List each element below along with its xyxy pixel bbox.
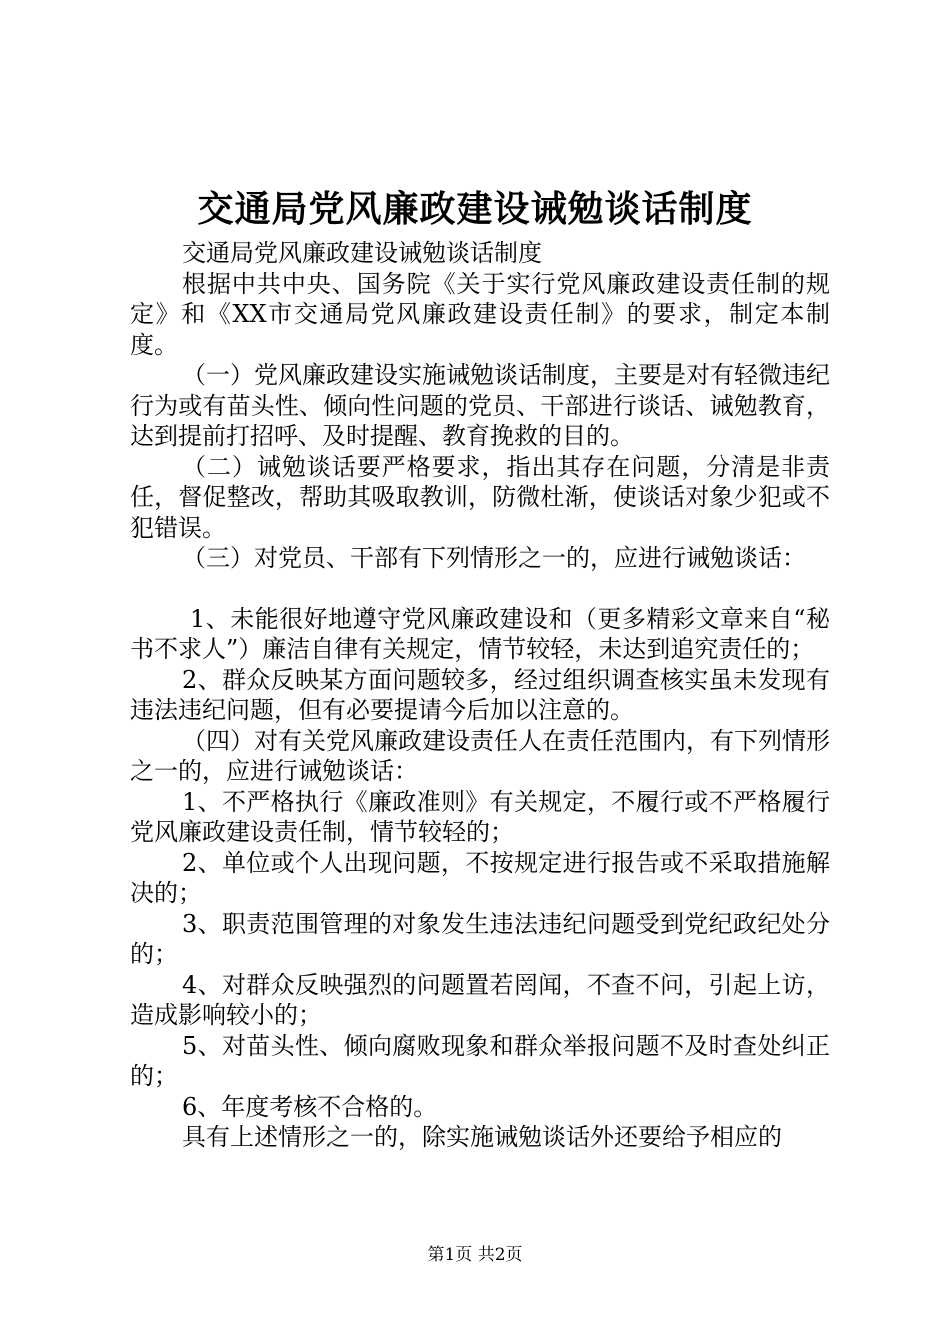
paragraph-clause-1: （一）党风廉政建设实施诫勉谈话制度，主要是对有轻微违纪行为或有苗头性、倾向性问题的党员、干部进行谈话、诫勉教育，达到提前打招呼、及时提醒、教育挽救的目的。 (130, 361, 830, 450)
paragraph-clause-3: （三）对党员、干部有下列情形之一的，应进行诫勉谈话： (182, 544, 806, 572)
paragraph-clause-2: （二）诫勉谈话要严格要求，指出其存在问题，分清是非责任，督促整改，帮助其吸取教训，防微杜渐，使谈话对象少犯或不犯错误。 (130, 452, 830, 542)
list-item: 2、群众反映某方面问题较多，经过组织调查核实虽未发现有违法违纪问题，但有必要提请今后加以注意的。 (130, 665, 830, 724)
list-item: 2、单位或个人出现问题，不按规定进行报告或不采取措施解决的； (130, 848, 830, 907)
list-item: 3、职责范围管理的对象发生违法违纪问题受到党纪政纪处分的； (130, 909, 830, 968)
paragraph-clause-4: （四）对有关党风廉政建设责任人在责任范围内，有下列情形之一的，应进行诫勉谈话： (130, 726, 830, 785)
list-item: 1、不严格执行《廉政准则》有关规定，不履行或不严格履行党风廉政建设责任制，情节较轻的； (130, 787, 830, 846)
paragraph-subtitle: 交通局党风廉政建设诫勉谈话制度 (182, 239, 542, 267)
page-footer: 第1页 共2页 (427, 1245, 523, 1265)
document-title: 交通局党风廉政建设诫勉谈话制度 (197, 188, 753, 230)
list-item: 5、对苗头性、倾向腐败现象和群众举报问题不及时查处纠正的； (130, 1031, 830, 1090)
paragraph-intro: 根据中共中央、国务院《关于实行党风廉政建设责任制的规定》和《XX市交通局党风廉政建设责任制》的要求，制定本制度。 (130, 269, 830, 359)
list-item: 1、未能很好地遵守党风廉政建设和（更多精彩文章来自“秘书不求人”）廉洁自律有关规定，情节较轻，未达到追究责任的； (130, 604, 830, 663)
paragraph-closing: 具有上述情形之一的，除实施诫勉谈话外还要给予相应的 (182, 1123, 782, 1151)
blank-line (130, 574, 830, 604)
list-item: 6、年度考核不合格的。 (182, 1092, 438, 1121)
list-item: 4、对群众反映强烈的问题置若罔闻，不查不问，引起上访，造成影响较小的； (130, 970, 830, 1029)
document-body (130, 238, 830, 1153)
